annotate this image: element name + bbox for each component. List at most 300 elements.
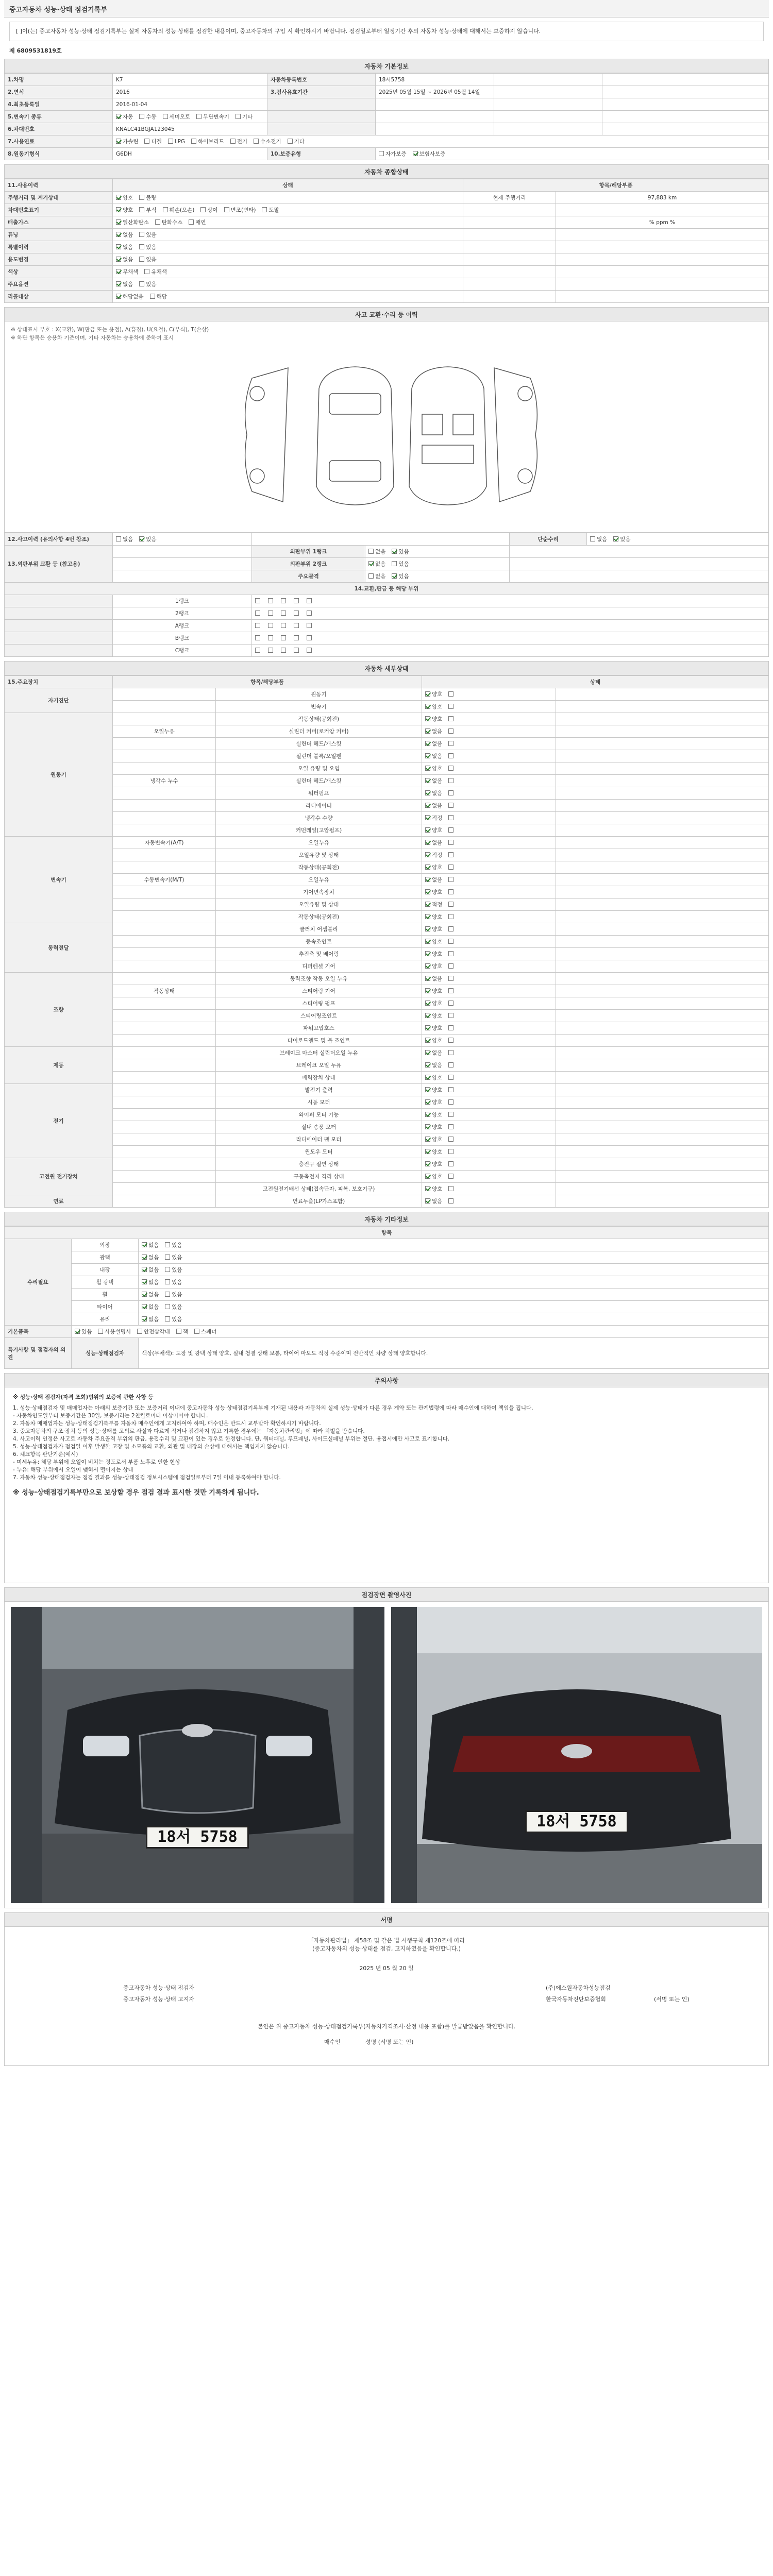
basic-value: KNALC41BGJA123045: [113, 123, 267, 135]
checkbox-icon: [144, 139, 149, 144]
checkbox-icon: [176, 1329, 181, 1334]
checkbox-icon: [255, 648, 260, 653]
checkbox-icon: [448, 728, 453, 734]
checkbox-icon: [448, 1013, 453, 1018]
accident-part-title: 14.교환,판금 등 해당 부위: [5, 583, 769, 595]
checkbox-icon: [448, 951, 453, 956]
checkbox-icon: [425, 926, 430, 931]
checkbox-icon: [255, 635, 260, 640]
detail-row: 연료 연료누출(LP가스포함) 없음: [5, 1195, 769, 1208]
general-row: 리콜대상 해당없음 해당: [5, 291, 769, 303]
checkbox-icon: [142, 1304, 147, 1309]
checkbox-icon: [425, 1124, 430, 1129]
accident-sub-2-opts: 없음 있음: [365, 558, 510, 570]
checkbox-icon: [142, 1255, 147, 1260]
other-row: 수리필요 외장 없음 있음: [5, 1239, 769, 1251]
checkbox-icon: [448, 1099, 453, 1105]
checkbox-icon: [281, 598, 286, 603]
accident-sub-1-opts: 없음 있음: [365, 546, 510, 558]
general-state-table: [4, 179, 769, 303]
sign-line-3: 본인은 위 중고자동차 성능·상태점검기록부(자동차가격조사·산정 내용 포함)를 발급받았음을 확인합니다.: [257, 2023, 516, 2030]
checkbox-icon: [448, 840, 453, 845]
basic-value: G6DH: [113, 148, 267, 160]
car-top-view: [316, 367, 394, 505]
other-info-table: [4, 1226, 769, 1369]
detail-row: 오일유량 및 상태 적정: [5, 849, 769, 861]
checkbox-icon: [448, 902, 453, 907]
detail-row: 동력전달 클러치 어셈블리 양호: [5, 923, 769, 936]
detail-row: 원동기 작동상태(공회전) 양호: [5, 713, 769, 725]
checkbox-icon: [425, 889, 430, 894]
checkbox-icon: [116, 139, 121, 144]
notes-line: 7. 자동차 성능·상태점검자는 점검 결과를 성능·상태점검 정보시스템에 점검일로부터 7일 이내 등록하여야 합니다.: [13, 1475, 281, 1481]
detail-row: 작동상태(공회전) 양호: [5, 911, 769, 923]
basic-value-2: 18서5758: [376, 74, 494, 86]
detail-row: 커먼레일(고압펌프) 양호: [5, 824, 769, 837]
checkbox-icon: [163, 114, 168, 119]
checkbox-icon: [448, 889, 453, 894]
checkbox-icon: [448, 1124, 453, 1129]
checkbox-icon: [139, 257, 144, 262]
opinion-mid: 성능·상태점검자: [72, 1338, 139, 1369]
detail-row: 스티어링조인트 양호: [5, 1010, 769, 1022]
checkbox-icon: [425, 914, 430, 919]
checkbox-icon: [307, 623, 312, 628]
detail-row: 브레이크 오일 누유 없음: [5, 1059, 769, 1072]
detail-row: 전기 발전기 출력 양호: [5, 1084, 769, 1096]
basic-label: 2.연식: [5, 86, 113, 98]
other-row: 휠 광택 없음 있음: [5, 1276, 769, 1289]
detail-group: 조향: [5, 973, 113, 1047]
checkbox-icon: [448, 790, 453, 795]
rear-car-image: [391, 1607, 762, 1903]
detail-row: 제동 브레이크 마스터 실린더오일 누유 없음: [5, 1047, 769, 1059]
general-row: 주요옵션 없음 있음: [5, 278, 769, 291]
basic-label-2: 자동차등록번호: [267, 74, 376, 86]
sign-buyer-label: 매수인: [324, 2039, 341, 2045]
detail-row: 윈도우 모터 양호: [5, 1146, 769, 1158]
basic-value-2: [376, 98, 494, 111]
general-row: 배출가스 일산화탄소 탄화수소 매연 % ppm %: [5, 216, 769, 229]
checkbox-icon: [75, 1329, 80, 1334]
checkbox-icon: [425, 1013, 430, 1018]
notes-line: - 누유: 해당 부위에서 오일이 맺혀서 떨어지는 상태: [13, 1467, 133, 1473]
checkbox-icon: [254, 139, 259, 144]
checkbox-icon: [268, 648, 273, 653]
detail-row: 실린더 블록/오일팬 없음: [5, 750, 769, 762]
basic-label: 8.원동기형식: [5, 148, 113, 160]
detail-row: 시동 모터 양호: [5, 1096, 769, 1109]
checkbox-icon: [448, 865, 453, 870]
basic-label: 4.최초등록일: [5, 98, 113, 111]
checkbox-icon: [448, 1137, 453, 1142]
checkbox-icon: [448, 815, 453, 820]
record-number: [9, 46, 764, 55]
checkbox-icon: [425, 827, 430, 833]
part-rank-row: 2랭크: [5, 607, 769, 620]
checkbox-icon: [448, 1161, 453, 1166]
notice-box: [ ]이(는) 중고자동차 성능·상태 점검기록부는 실제 자동차의 성능·상태를 점검한 내용이며, 중고자동차의 구입 시 확인하시기 바랍니다. 점검일로부터 일정기간 후의 자동차 성능·상태에 대해서는 보증하지 않습니다.: [9, 22, 764, 41]
other-head: 항목: [5, 1227, 769, 1239]
checkbox-icon: [448, 976, 453, 981]
checkbox-icon: [139, 244, 144, 249]
car-interior-view: [409, 367, 486, 505]
checkbox-icon: [448, 852, 453, 857]
notes-line: 5. 성능·상태점검자가 점검일 이후 발생한 고장 및 소모품의 교환, 외관 및 내장의 손상에 대해서는 책임지지 않습니다.: [13, 1444, 290, 1450]
checkbox-icon: [294, 611, 299, 616]
notes-line: 1. 성능·상태점검자 및 매매업자는 아래의 보증기간 또는 보증거리 이내에 중고자동차 성능·상태점검기록부에 기재된 내용과 자동차의 실제 성능·상태가 다른 경우 계약 또는 관계법령에 따라 매수인에 대하여 책임을 집니다.: [13, 1405, 533, 1411]
sign-who-2: 중고자동차 성능·상태 고지자: [123, 1996, 195, 2003]
checkbox-icon: [425, 790, 430, 795]
checkbox-icon: [425, 1038, 430, 1043]
basic-label-2: 3.검사유효기간: [267, 86, 376, 98]
detail-row: 오일 유량 및 오염 양호: [5, 762, 769, 775]
checkbox-icon: [425, 1186, 430, 1191]
checkbox-icon: [425, 1112, 430, 1117]
checkbox-icon: [116, 219, 121, 225]
checkbox-icon: [448, 704, 453, 709]
other-section-title: 자동차 기타정보: [4, 1212, 769, 1226]
general-head-history: 11.사용이력: [5, 179, 113, 192]
checkbox-icon: [425, 1137, 430, 1142]
checkbox-icon: [448, 1186, 453, 1191]
checkbox-icon: [236, 114, 241, 119]
basic-row: [5, 74, 769, 86]
accident-sub-1: 외판부위 1랭크: [252, 546, 365, 558]
sign-box: [4, 1927, 769, 2066]
general-row: 차대번호표기 양호 부식 훼손(오손) 상이 변조(변타) 도말: [5, 204, 769, 216]
basic-value: 2016-01-04: [113, 98, 267, 111]
checkbox-icon: [116, 244, 121, 249]
checkbox-icon: [425, 852, 430, 857]
detail-row: 디퍼렌셜 기어 양호: [5, 960, 769, 973]
notes-heading: ※ 성능·상태 점검자(자격 조회)범위의 보증에 관한 사항 등: [13, 1394, 154, 1400]
checkbox-icon: [425, 902, 430, 907]
other-row: 휠 없음 있음: [5, 1289, 769, 1301]
checkbox-icon: [448, 1062, 453, 1067]
checkbox-icon: [379, 151, 384, 156]
accident-simple-label: 단순수리: [510, 533, 587, 546]
front-photo: [11, 1607, 384, 1903]
accident-legend-1: ※ 상태표시 부호 : X(교환), W(판금 또는 용접), A(흠집), U(요철), C(부식), T(손상): [11, 327, 209, 333]
detail-row: 오일유량 및 상태 적정: [5, 899, 769, 911]
general-row: 주행거리 및 계기상태 양호 불량 현재 주행거리 97,883 km: [5, 192, 769, 204]
checkbox-icon: [281, 611, 286, 616]
basic-label-2: [267, 111, 376, 123]
photo-area: [4, 1602, 769, 1908]
sign-line-2: (중고자동차의 성능·상태를 점검, 고지하였음을 확인합니다.): [312, 1945, 461, 1952]
basic-label: 7.사용연료: [5, 135, 113, 148]
checkbox-icon: [116, 207, 121, 212]
checkbox-icon: [268, 623, 273, 628]
checkbox-icon: [448, 716, 453, 721]
general-row: 용도변경 없음 있음: [5, 253, 769, 266]
notes-line: 2. 자동차 매매업자는 성능·상태점검기록부를 자동차 매수인에게 고지하여야 하며, 매수인은 반드시 교부받아 확인하시기 바랍니다.: [13, 1420, 321, 1427]
checkbox-icon: [194, 1329, 199, 1334]
checkbox-icon: [281, 648, 286, 653]
checkbox-icon: [165, 1304, 170, 1309]
accident-legend-2: ※ 하단 항목은 승용차 기준이며, 기타 자동차는 승용차에 준하여 표시: [11, 335, 174, 341]
other-base-label: 기본품목: [5, 1326, 72, 1338]
notes-line: 3. 중고자동차의 구조·장치 등의 성능·상태를 고의로 사실과 다르게 적거나 점검하지 않고 기록한 경우에는 「자동차관리법」에 따라 처벌을 받습니다.: [13, 1428, 365, 1434]
detail-row: 변속기 양호: [5, 701, 769, 713]
checkbox-icon: [191, 139, 196, 144]
checkbox-icon: [142, 1267, 147, 1272]
rear-plate: 18서 5758: [525, 1810, 628, 1833]
front-car-image: [11, 1607, 384, 1903]
checkbox-icon: [255, 611, 260, 616]
checkbox-icon: [448, 939, 453, 944]
detail-group: 제동: [5, 1047, 113, 1084]
checkbox-icon: [189, 219, 194, 225]
detail-row: 와이퍼 모터 기능 양호: [5, 1109, 769, 1121]
checkbox-icon: [448, 741, 453, 746]
checkbox-icon: [288, 139, 293, 144]
checkbox-icon: [425, 741, 430, 746]
notes-box: [4, 1387, 769, 1583]
detail-row: 타이로드엔드 및 볼 조인트 양호: [5, 1035, 769, 1047]
checkbox-icon: [163, 207, 168, 212]
checkbox-icon: [116, 257, 121, 262]
detail-row: 실내 송풍 모터 양호: [5, 1121, 769, 1133]
checkbox-icon: [448, 1038, 453, 1043]
basic-label-2: [267, 123, 376, 135]
accident-diagram-box: [4, 321, 769, 533]
part-rank-row: A랭크: [5, 620, 769, 632]
detail-state-table: [4, 675, 769, 1208]
checkbox-icon: [262, 207, 267, 212]
checkbox-icon: [425, 753, 430, 758]
accident-q1: 12.사고이력 (유의사항 4번 참조): [5, 533, 113, 546]
checkbox-icon: [268, 635, 273, 640]
checkbox-icon: [425, 1161, 430, 1166]
checkbox-icon: [425, 1075, 430, 1080]
basic-row: [5, 135, 769, 148]
checkbox-icon: [425, 1149, 430, 1154]
checkbox-icon: [165, 1242, 170, 1247]
accident-section-title: 사고 교환·수리 등 이력: [4, 307, 769, 321]
checkbox-icon: [425, 1087, 430, 1092]
checkbox-icon: [425, 939, 430, 944]
detail-row: 실린더 헤드/개스킷 없음: [5, 738, 769, 750]
checkbox-icon: [165, 1279, 170, 1284]
basic-row: 8.원동기형식 G6DH 10.보증유형 자가보증 보험사보증: [5, 148, 769, 160]
sign-section-title: 서명: [4, 1912, 769, 1927]
notes-line: 6. 체크항목 판단기준(예시): [13, 1451, 78, 1458]
accident-sub-3-opts: 없음 있음: [365, 570, 510, 583]
checkbox-icon: [448, 827, 453, 833]
general-head-item: 항목/해당부품: [463, 179, 769, 192]
checkbox-icon: [142, 1316, 147, 1321]
basic-section-title: 자동차 기본정보: [4, 59, 769, 73]
transmission-options: 자동 수동 세미오토 무단변속기 기타: [113, 111, 267, 123]
accident-q1-opts: 없음 있음: [113, 533, 252, 546]
checkbox-icon: [448, 1050, 453, 1055]
checkbox-icon: [116, 281, 121, 286]
detail-head-state: 상태: [422, 676, 769, 688]
car-diagram: [231, 358, 551, 512]
checkbox-icon: [307, 635, 312, 640]
part-rank-row: C랭크: [5, 645, 769, 657]
detail-group: 전기: [5, 1084, 113, 1158]
detail-row: 라디에이터 팬 모터 양호: [5, 1133, 769, 1146]
document-title: 중고자동차 성능·상태 점검기록부: [4, 0, 769, 18]
part-rank-row: 1랭크: [5, 595, 769, 607]
checkbox-icon: [448, 988, 453, 993]
accident-simple-opts: 없음 있음: [587, 533, 769, 546]
checkbox-icon: [448, 1025, 453, 1030]
warranty-options: 자가보증 보험사보증: [376, 148, 769, 160]
detail-row: 수동변속기(M/T) 오일누유 없음: [5, 874, 769, 886]
detail-row: 파워고압호스 양호: [5, 1022, 769, 1035]
rear-photo: [391, 1607, 762, 1903]
checkbox-icon: [281, 623, 286, 628]
checkbox-icon: [425, 976, 430, 981]
notes-section-title: 주의사항: [4, 1373, 769, 1387]
detail-row: 추진축 및 베어링 양호: [5, 948, 769, 960]
checkbox-icon: [116, 294, 121, 299]
sign-who-2-value: 한국자동차진단보증협회: [546, 1996, 606, 2003]
checkbox-icon: [425, 704, 430, 709]
detail-row: 배력장치 상태 양호: [5, 1072, 769, 1084]
checkbox-icon: [448, 691, 453, 697]
basic-value: K7: [113, 74, 267, 86]
detail-group: 연료: [5, 1195, 113, 1208]
basic-row: [5, 111, 769, 123]
checkbox-icon: [448, 926, 453, 931]
basic-row: [5, 86, 769, 98]
basic-value-2: [376, 123, 494, 135]
checkbox-icon: [155, 219, 160, 225]
general-row: 색상 무채색 유채색: [5, 266, 769, 278]
checkbox-icon: [165, 1292, 170, 1297]
checkbox-icon: [448, 803, 453, 808]
general-head-state: 상태: [113, 179, 463, 192]
checkbox-icon: [425, 1001, 430, 1006]
other-row: 광택 없음 있음: [5, 1251, 769, 1264]
checkbox-icon: [281, 635, 286, 640]
checkbox-icon: [425, 1050, 430, 1055]
checkbox-icon: [142, 1279, 147, 1284]
accident-sub-2: 외판부위 2랭크: [252, 558, 365, 570]
opinion-text: 색상(무채색): 도장 및 광택 상태 양호, 실내 청결 상태 보통, 타이어 마모도 적정 수준이며 전반적인 차량 상태 양호합니다.: [139, 1338, 769, 1369]
other-row: 타이어 없음 있음: [5, 1301, 769, 1313]
basic-row: [5, 98, 769, 111]
checkbox-icon: [448, 1149, 453, 1154]
checkbox-icon: [255, 598, 260, 603]
basic-label-2: [267, 98, 376, 111]
checkbox-icon: [448, 766, 453, 771]
checkbox-icon: [425, 1198, 430, 1204]
checkbox-icon: [116, 195, 121, 200]
checkbox-icon: [142, 1242, 147, 1247]
accident-sub-3: 주요골격: [252, 570, 365, 583]
accident-table: [4, 533, 769, 657]
detail-row: 작동상태 스티어링 기어 양호: [5, 985, 769, 997]
sign-buyer-name: 성명 (서명 또는 인): [365, 2039, 414, 2045]
detail-head-device: 15.주요장치: [5, 676, 113, 688]
basic-label: 1.차명: [5, 74, 113, 86]
opinion-left: 특기사항 및 점검자의 의견: [5, 1338, 72, 1369]
record-number-value: 6809531819호: [16, 47, 62, 54]
general-section-title: 자동차 종합상태: [4, 164, 769, 179]
basic-value-2: [376, 111, 494, 123]
checkbox-icon: [425, 815, 430, 820]
notes-line: - 미세누유: 해당 부위에 오일이 비치는 정도로서 부품 노후로 인한 현상: [13, 1459, 180, 1465]
checkbox-icon: [150, 294, 155, 299]
detail-row: 워터펌프 없음: [5, 787, 769, 800]
sign-line-1: 「자동차관리법」 제58조 및 같은 법 시행규칙 제120조에 따라: [308, 1937, 465, 1944]
checkbox-icon: [425, 716, 430, 721]
other-row: 내장 없음 있음: [5, 1264, 769, 1276]
record-number-label: 제: [9, 47, 15, 54]
checkbox-icon: [165, 1316, 170, 1321]
checkbox-icon: [139, 232, 144, 237]
checkbox-icon: [425, 1099, 430, 1105]
front-plate: 18서 5758: [146, 1826, 249, 1849]
checkbox-icon: [294, 623, 299, 628]
checkbox-icon: [98, 1329, 103, 1334]
checkbox-icon: [425, 877, 430, 882]
sign-date: 2025 년 05 월 20 일: [359, 1965, 414, 1972]
basic-label: 5.변속기 종류: [5, 111, 113, 123]
checkbox-icon: [425, 778, 430, 783]
checkbox-icon: [168, 139, 173, 144]
car-right-side: [494, 368, 537, 502]
checkbox-icon: [307, 648, 312, 653]
checkbox-icon: [425, 951, 430, 956]
checkbox-icon: [165, 1267, 170, 1272]
checkbox-icon: [448, 1087, 453, 1092]
checkbox-icon: [139, 114, 144, 119]
checkbox-icon: [448, 1075, 453, 1080]
sign-who-1: 중고자동차 성능·상태 점검자: [123, 1985, 195, 1991]
basic-info-table: [4, 73, 769, 160]
checkbox-icon: [425, 988, 430, 993]
detail-row: 오일누유 실린더 커버(로커암 커버) 없음: [5, 725, 769, 738]
checkbox-icon: [294, 598, 299, 603]
checkbox-icon: [448, 753, 453, 758]
checkbox-icon: [116, 269, 121, 274]
detail-group: 변속기: [5, 837, 113, 923]
checkbox-icon: [165, 1255, 170, 1260]
checkbox-icon: [116, 232, 121, 237]
checkbox-icon: [137, 1329, 142, 1334]
checkbox-icon: [268, 611, 273, 616]
notes-line: - 자동차인도일부터 보증기간은 30일, 보증거리는 2천킬로미터 이상이어야 합니다.: [13, 1413, 208, 1419]
checkbox-icon: [294, 635, 299, 640]
checkbox-icon: [425, 803, 430, 808]
basic-value: 2016: [113, 86, 267, 98]
detail-row: 스티어링 펌프 양호: [5, 997, 769, 1010]
basic-label: 6.차대번호: [5, 123, 113, 135]
detail-row: 냉각수 누수 실린더 헤드/개스킷 없음: [5, 775, 769, 787]
checkbox-icon: [425, 865, 430, 870]
detail-row: 고전원 전기장치 충전구 절연 상태 양호: [5, 1158, 769, 1171]
checkbox-icon: [425, 691, 430, 697]
accident-q2: 13.외판부위 교환 등 (참고용): [5, 546, 113, 583]
detail-row: 고전원전기배선 상태(접속단자, 피복, 보호기구) 양호: [5, 1183, 769, 1195]
detail-group: 원동기: [5, 713, 113, 837]
detail-row: 냉각수 수량 적정: [5, 812, 769, 824]
car-left-side: [245, 368, 288, 502]
general-row: 튜닝 없음 있음: [5, 229, 769, 241]
checkbox-icon: [425, 766, 430, 771]
checkbox-icon: [294, 648, 299, 653]
checkbox-icon: [448, 1001, 453, 1006]
basic-row: [5, 123, 769, 135]
checkbox-icon: [139, 281, 144, 286]
